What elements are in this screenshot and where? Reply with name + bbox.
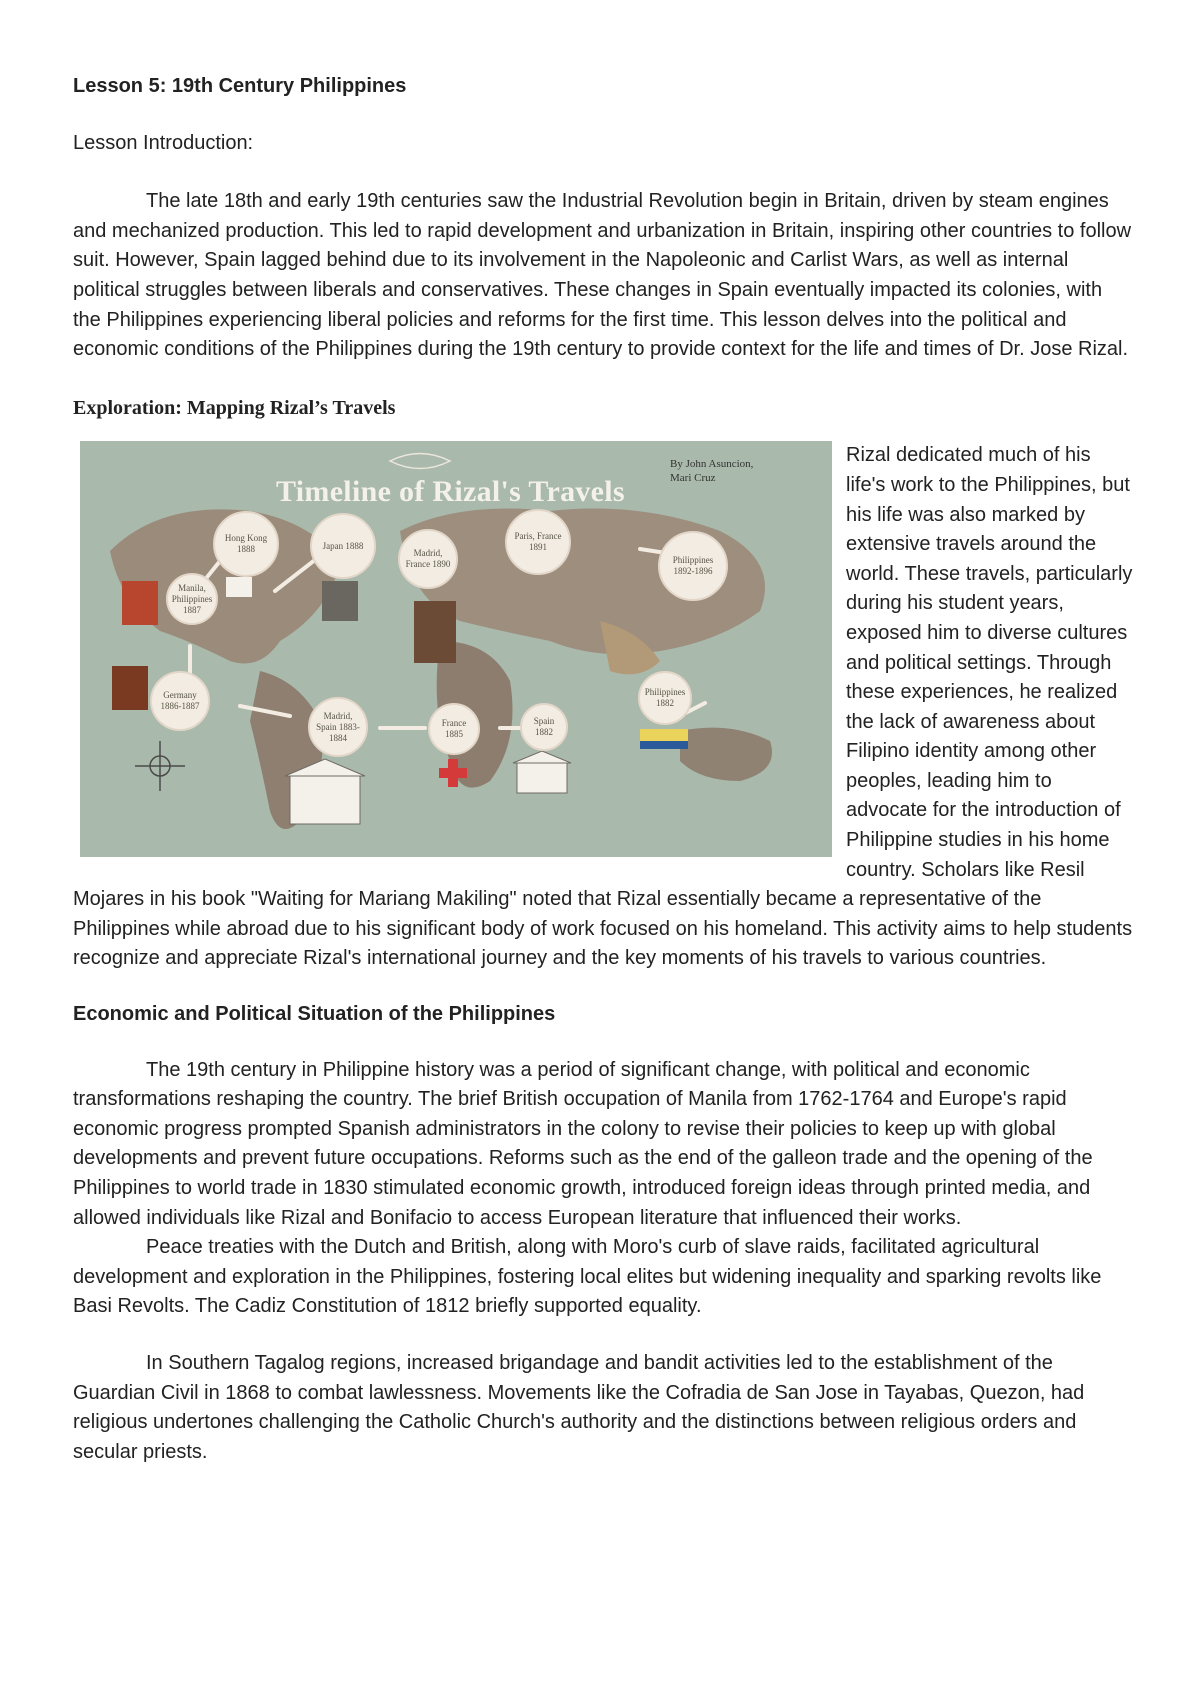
stop-bubble: France 1885 [428, 703, 480, 755]
figure-author: By John Asuncion, Mari Cruz [670, 458, 754, 485]
document-page [73, 72, 1135, 1467]
exploration-paragraph: Rizal dedicated much of his life's work to the Philippines, but his life was also marked by extensive travels around the world. These travels, particularly during his student years, exposed him to diverse cultures and political settings. Through these experiences, he realized the lack of awareness about Filipino identity among other peoples, leading him to advocate for the introduction of Philippine studies in his home country. Scholars like Resil Mojares in his book "Waiting for Mariang Makiling" noted that Rizal essentially became a representative of the Philippines while abroad due to his significant body of work focused on his homeland. This activity aims to help students recognize and appreciate Rizal's international journey and the key moments of his travels to various countries. [73, 444, 1133, 970]
rizal-travels-map-image [80, 441, 832, 857]
stop-bubble: Madrid, France 1890 [398, 529, 458, 589]
stop-bubble: Paris, France 1891 [505, 509, 571, 575]
stop-bubble: Japan 1888 [310, 513, 376, 579]
stop-bubble: Germany 1886-1887 [150, 671, 210, 731]
stop-bubble: Manila, Philippines 1887 [166, 573, 218, 625]
economic-paragraph-1: The 19th century in Philippine history was a period of significant change, with political and economic transformations reshaping the country. The brief British occupation of Manila from 1762-1764 and Europe's rapid economic progress prompted Spanish administrators in the colony to revise their policies to keep up with global developments and prevent future occupations. Reforms such as the end of the galleon trade and the opening of the Philippines to world trade in 1830 stimulated economic growth, introduced foreign ideas through printed media, and allowed individuals like Rizal and Bonifacio to access European literature that influenced their works. [73, 1058, 1093, 1229]
economic-heading: Economic and Political Situation of the Philippines [73, 1003, 556, 1026]
intro-paragraph: The late 18th and early 19th centuries saw the Industrial Revolution begin in Britain, driven by steam engines and mechanized production. This led to rapid development and urbanization in Britain, inspiring other countries to follow suit. However, Spain lagged behind due to its involvement in the Napoleonic and Carlist Wars, as well as internal political struggles between liberals and conservatives. These changes in Spain eventually impacted its colonies, with the Philippines experiencing liberal policies and reforms for the first time. This lesson delves into the political and economic conditions of the Philippines during the 19th century to provide context for the life and times of Dr. Jose Rizal. [73, 190, 1132, 361]
stop-bubble: Philippines 1892-1896 [658, 531, 728, 601]
stop-bubble: Philippines 1882 [638, 671, 692, 725]
intro-label: Lesson Introduction: [73, 131, 254, 154]
economic-paragraph-2: Peace treaties with the Dutch and British, along with Moro's curb of slave raids, facilitated agricultural development and exploration in the Philippines, fostering local elites but widening inequality and sparking revolts like Basi Revolts. The Cadiz Constitution of 1812 briefly supported equality. [73, 1236, 1102, 1318]
paragraph-spacer [73, 1322, 1135, 1349]
stop-bubble: Spain 1882 [520, 703, 568, 751]
exploration-section [73, 441, 1135, 974]
stop-bubble: Madrid, Spain 1883-1884 [308, 697, 368, 757]
exploration-heading: Exploration: Mapping Rizal’s Travels [73, 396, 396, 419]
lesson-title: Lesson 5: 19th Century Philippines [73, 75, 407, 97]
stop-bubble: Hong Kong 1888 [213, 511, 279, 577]
economic-paragraph-3: In Southern Tagalog regions, increased brigandage and bandit activities led to the establishment of the Guardian Civil in 1868 to combat lawlessness. Movements like the Cofradia de San Jose in Tayabas, Quezon, had religious undertones challenging the Catholic Church's authority and the distinctions between religious orders and secular priests. [73, 1351, 1085, 1463]
figure-title: Timeline of Rizal's Travels [276, 475, 625, 509]
